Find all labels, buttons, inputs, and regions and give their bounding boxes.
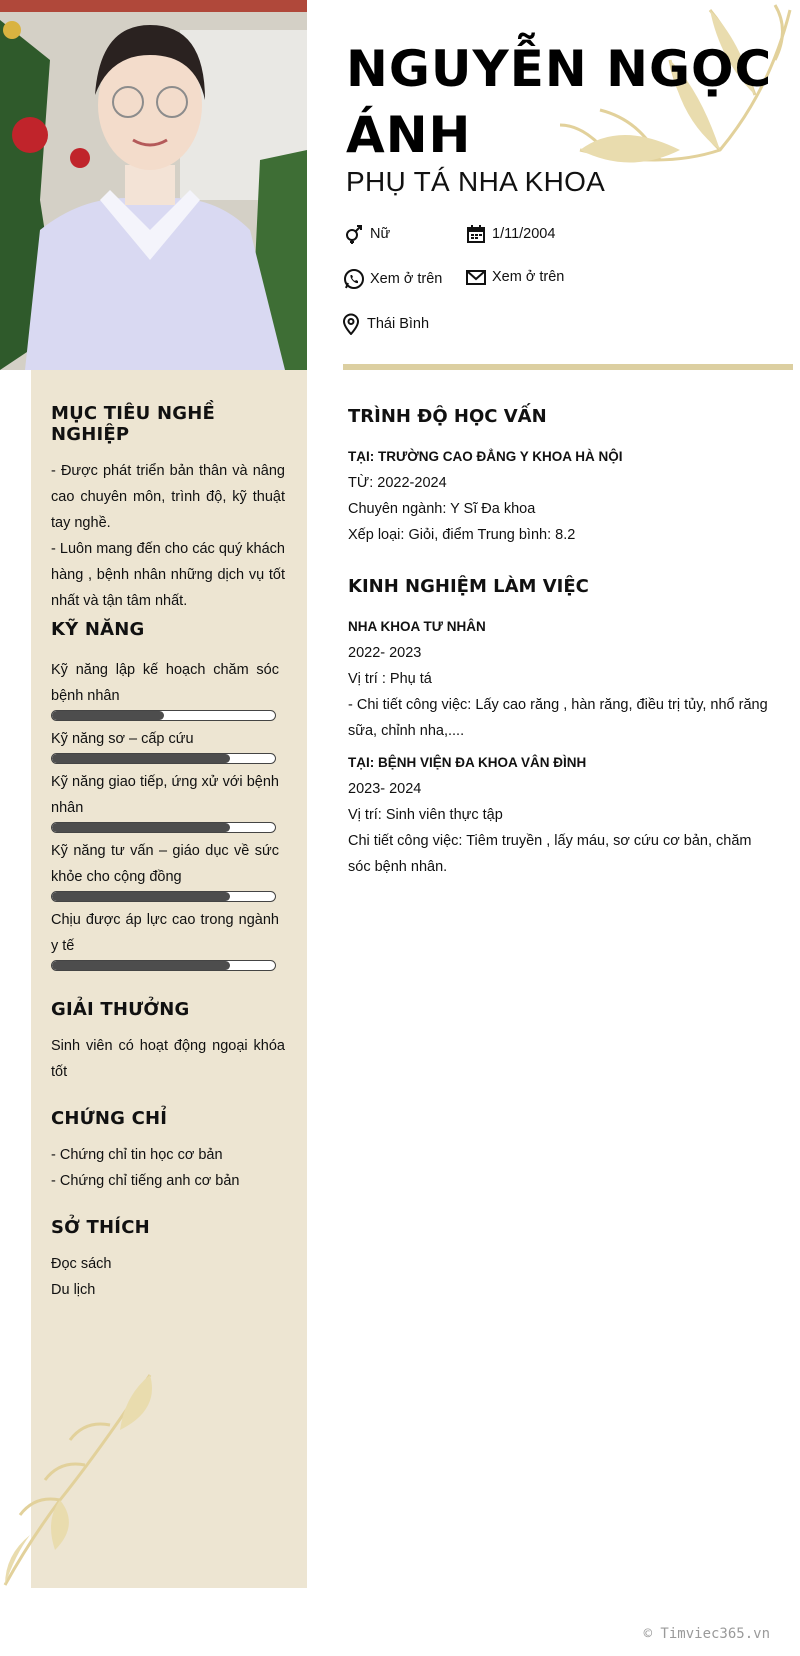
skill-label: Kỹ năng sơ – cấp cứu bbox=[51, 731, 194, 747]
dob-info bbox=[465, 223, 555, 245]
calendar-icon bbox=[465, 223, 487, 245]
hobbies-title: SỞ THÍCH bbox=[51, 1217, 150, 1238]
awards-text: Sinh viên có hoạt động ngoại khóa tốt bbox=[51, 1038, 285, 1080]
email-info bbox=[465, 266, 564, 288]
header-divider bbox=[343, 364, 793, 370]
education-school: TẠI: TRƯỜNG CAO ĐẲNG Y KHOA HÀ NỘI bbox=[348, 449, 623, 464]
awards-title: GIẢI THƯỞNG bbox=[51, 999, 190, 1020]
skills-title: KỸ NĂNG bbox=[51, 619, 145, 640]
skill-bar bbox=[51, 960, 276, 971]
experience-detail: Chi tiết công việc: Tiêm truyền , lấy máu, sơ cứu cơ bản, chăm sóc bệnh nhân. bbox=[348, 833, 752, 875]
experience-company: NHA KHOA TƯ NHÂN bbox=[348, 619, 486, 634]
job-title: PHỤ TÁ NHA KHOA bbox=[346, 166, 606, 197]
leaf-decoration-bottom bbox=[0, 1370, 170, 1590]
experience-title: KINH NGHIỆM LÀM VIỆC bbox=[348, 576, 589, 597]
certificates-title: CHỨNG CHỈ bbox=[51, 1108, 168, 1129]
certificate-item: - Chứng chỉ tiếng anh cơ bản bbox=[51, 1173, 240, 1189]
profile-photo bbox=[0, 0, 307, 370]
education-period: TỪ: 2022-2024 bbox=[348, 475, 447, 491]
education-grade: Xếp loại: Giỏi, điểm Trung bình: 8.2 bbox=[348, 527, 576, 543]
objective-section bbox=[51, 403, 285, 614]
experience-entry bbox=[348, 750, 768, 880]
location-icon bbox=[340, 313, 362, 335]
skill-bar bbox=[51, 753, 276, 764]
watermark: © Timviec365.vn bbox=[643, 1626, 770, 1642]
skill-bar-fill bbox=[52, 754, 230, 763]
skill-item bbox=[51, 838, 279, 902]
skill-item bbox=[51, 907, 279, 971]
skill-label: Kỹ năng giao tiếp, ứng xử với bệnh nhân bbox=[51, 774, 279, 816]
certificates-section bbox=[51, 1108, 285, 1194]
skill-bar bbox=[51, 710, 276, 721]
experience-position: Vị trí : Phụ tá bbox=[348, 671, 432, 687]
experience-company: TẠI: BỆNH VIỆN ĐA KHOA VÂN ĐÌNH bbox=[348, 755, 587, 770]
mail-icon bbox=[465, 266, 487, 288]
address-info bbox=[340, 313, 429, 335]
experience-position: Vị trí: Sinh viên thực tập bbox=[348, 807, 503, 823]
skill-bar bbox=[51, 822, 276, 833]
dob-value: 1/11/2004 bbox=[492, 226, 556, 242]
hobby-item: Đọc sách bbox=[51, 1256, 112, 1272]
hobby-item: Du lịch bbox=[51, 1282, 96, 1298]
skill-bar-fill bbox=[52, 961, 230, 970]
gender-icon bbox=[343, 223, 365, 245]
gender-value: Nữ bbox=[370, 226, 391, 242]
education-section bbox=[348, 406, 768, 548]
skill-item bbox=[51, 726, 279, 764]
phone-value: Xem ở trên bbox=[370, 271, 443, 287]
address-value: Thái Bình bbox=[367, 316, 430, 332]
awards-section bbox=[51, 999, 285, 1085]
experience-section bbox=[348, 576, 768, 880]
phone-info bbox=[343, 268, 442, 290]
skill-bar bbox=[51, 891, 276, 902]
experience-period: 2023- 2024 bbox=[348, 781, 422, 797]
skill-label: Chịu được áp lực cao trong ngành y tế bbox=[51, 912, 279, 954]
education-major: Chuyên ngành: Y Sĩ Đa khoa bbox=[348, 501, 536, 517]
hobbies-section bbox=[51, 1217, 285, 1303]
skill-label: Kỹ năng tư vấn – giáo dục về sức khỏe cho cộng đồng bbox=[51, 843, 279, 885]
experience-period: 2022- 2023 bbox=[348, 645, 422, 661]
objective-line: - Luôn mang đến cho các quý khách hàng , bệnh nhân những dịch vụ tốt nhất và tận tâm nhất. bbox=[51, 541, 285, 609]
skill-bar-fill bbox=[52, 711, 164, 720]
skill-item bbox=[51, 657, 279, 721]
skill-bar-fill bbox=[52, 892, 230, 901]
gender-info bbox=[343, 223, 390, 245]
certificate-item: - Chứng chỉ tin học cơ bản bbox=[51, 1147, 223, 1163]
experience-entry bbox=[348, 614, 768, 744]
objective-title: MỤC TIÊU NGHỀ NGHIỆP bbox=[51, 403, 215, 445]
skill-label: Kỹ năng lập kế hoạch chăm sóc bệnh nhân bbox=[51, 662, 279, 704]
skill-item bbox=[51, 769, 279, 833]
objective-line: - Được phát triển bản thân và nâng cao chuyên môn, trình độ, kỹ thuật tay nghề. bbox=[51, 463, 285, 531]
skills-section bbox=[51, 619, 285, 640]
experience-detail: - Chi tiết công việc: Lấy cao răng , hàn răng, điều trị tủy, nhổ răng sữa, chỉnh nha,.... bbox=[348, 697, 768, 739]
candidate-name: NGUYỄN NGỌC ÁNH bbox=[346, 40, 773, 164]
skill-bar-fill bbox=[52, 823, 230, 832]
phone-icon bbox=[343, 268, 365, 290]
education-title: TRÌNH ĐỘ HỌC VẤN bbox=[348, 406, 547, 427]
email-value: Xem ở trên bbox=[492, 269, 565, 285]
